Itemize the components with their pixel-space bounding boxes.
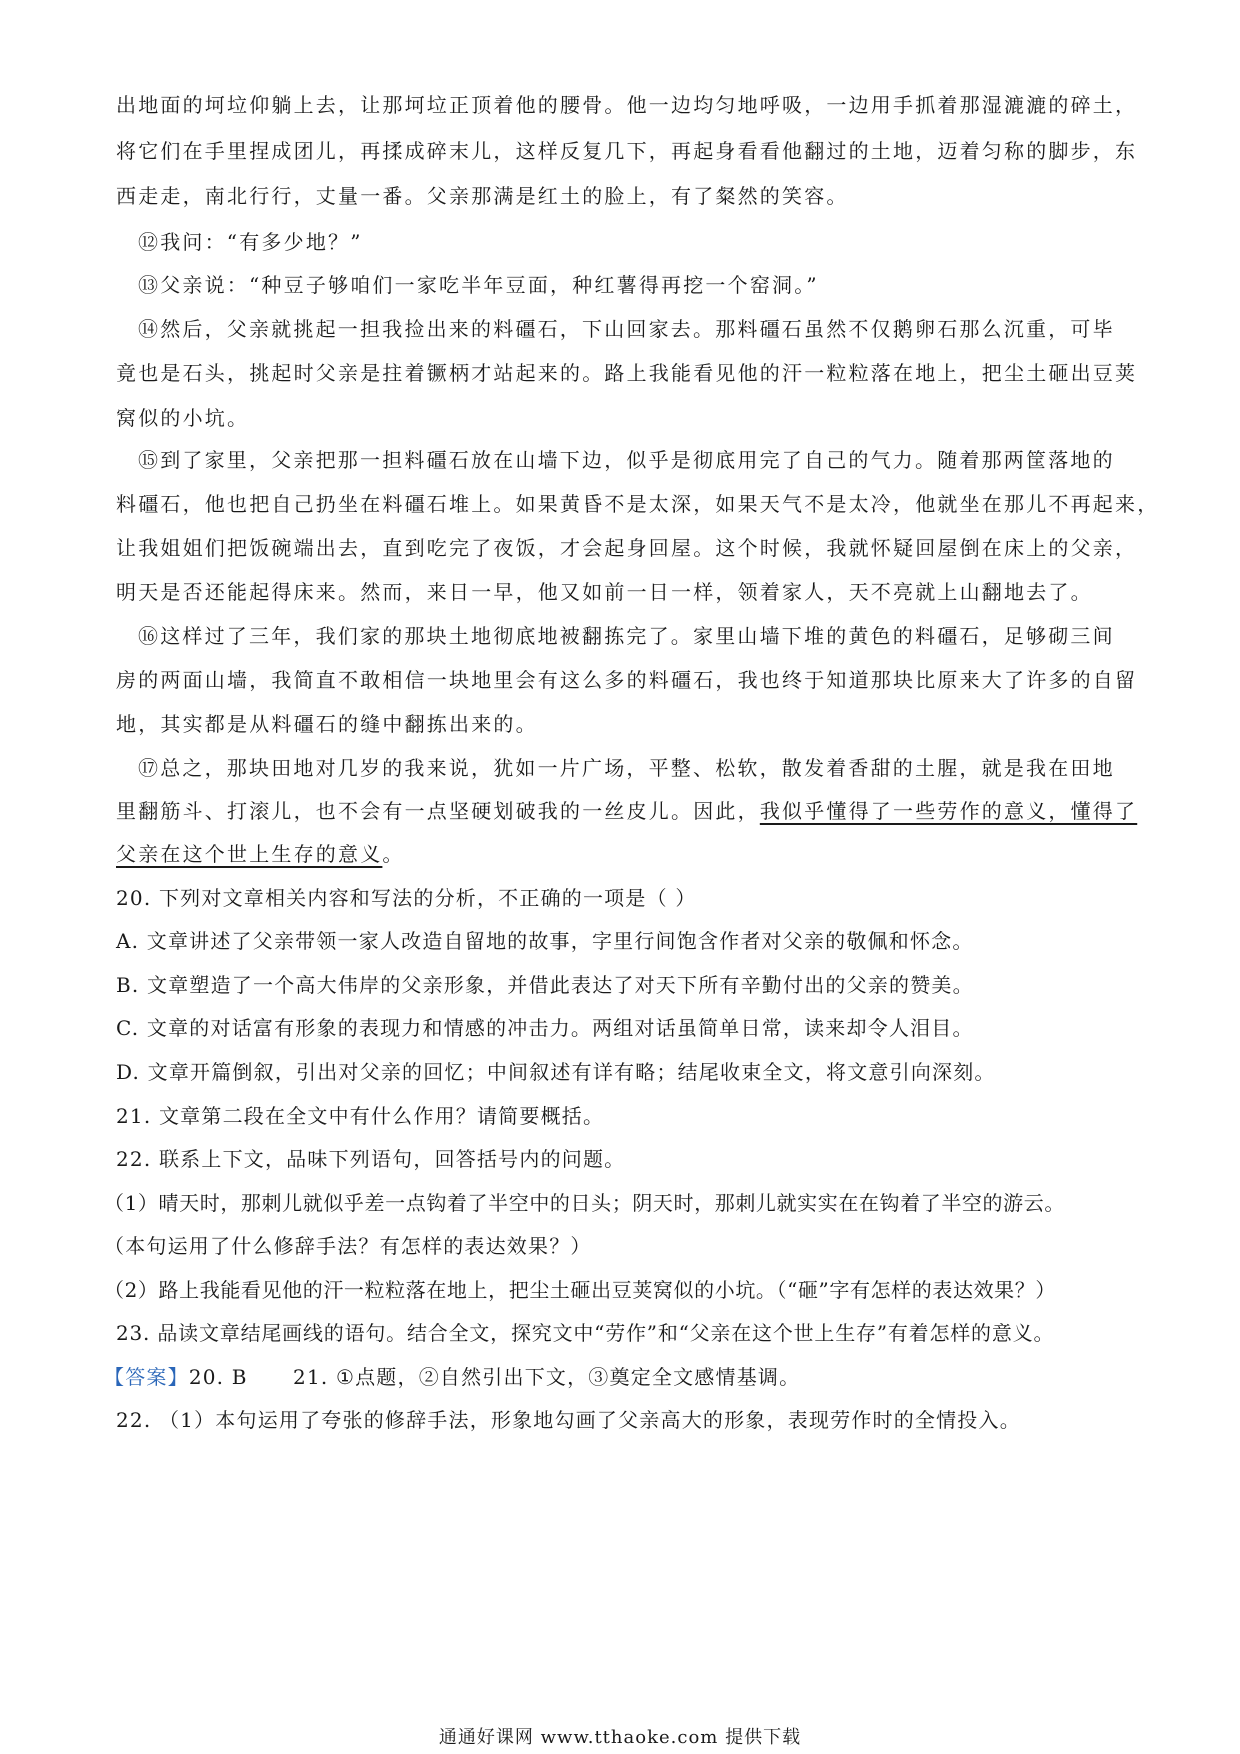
underlined-sentence-part1: 我似乎懂得了一些劳作的意义，懂得了 bbox=[759, 799, 1138, 823]
question-22-part2: （2）路上我能看见他的汗一粒粒落在地上，把尘土砸出豆荚窝似的小坑。（“砸”字有怎样的表达效果？） bbox=[104, 1278, 1056, 1302]
answer-text: 20. B 21. ①点题，②自然引出下文，③奠定全文感情基调。 bbox=[188, 1365, 801, 1389]
question-22: 22. 联系上下文，品味下列语句，回答括号内的问题。 bbox=[116, 1147, 626, 1171]
passage-p16-line2: 房的两面山墙，我简直不敢相信一块地里会有这么多的料礓石，我也终于知道那块比原来大了许多的自留 bbox=[116, 668, 1138, 692]
passage-p16-line1: ⑯这样过了三年，我们家的那块土地彻底地被翻拣完了。家里山墙下堆的黄色的料礓石，足够砌三间 bbox=[138, 624, 1115, 648]
question-22-part1-prompt: （本句运用了什么修辞手法？有怎样的表达效果？） bbox=[104, 1234, 592, 1258]
answer-line2: 22. （1）本句运用了夸张的修辞手法，形象地勾画了父亲高大的形象，表现劳作时的全情投入。 bbox=[116, 1408, 1021, 1432]
passage-p14-line1: ⑭然后，父亲就挑起一担我捡出来的料礓石，下山回家去。那料礓石虽然不仅鹅卵石那么沉重，可毕 bbox=[138, 317, 1115, 341]
question-20-option-a: A. 文章讲述了父亲带领一家人改造自留地的故事，字里行间饱含作者对父亲的敬佩和怀念。 bbox=[116, 929, 974, 953]
passage-p11-line3: 西走走，南北行行，丈量一番。父亲那满是红土的脸上，有了粲然的笑容。 bbox=[116, 184, 849, 208]
passage-p15-line4: 明天是否还能起得床来。然而，来日一早，他又如前一日一样，领着家人，天不亮就上山翻地去了。 bbox=[116, 580, 1093, 604]
question-22-part1: （1）晴天时，那刺儿就似乎差一点钩着了半空中的日头；阴天时，那刺儿就实实在在钩着了半空的游云。 bbox=[104, 1191, 1065, 1215]
page-footer: 通通好课网 www.tthaoke.com 提供下载 bbox=[438, 1727, 802, 1748]
question-23: 23. 品读文章结尾画线的语句。结合全文，探究文中“劳作”和“父亲在这个世上生存”有着怎样的意义。 bbox=[116, 1321, 1055, 1345]
passage-p15-line1: ⑮到了家里，父亲把那一担料礓石放在山墙下边，似乎是彻底用完了自己的气力。随着那两筐落地的 bbox=[138, 448, 1115, 472]
passage-p14-line2: 竟也是石头，挑起时父亲是拄着镢柄才站起来的。路上我能看见他的汗一粒粒落在地上，把尘土砸出豆荚 bbox=[116, 361, 1138, 385]
passage-p12: ⑫我问：“有多少地？” bbox=[138, 230, 363, 254]
passage-p14-line3: 窝似的小坑。 bbox=[116, 406, 250, 430]
question-20-option-b: B. 文章塑造了一个高大伟岸的父亲形象，并借此表达了对天下所有辛勤付出的父亲的赞美。 bbox=[116, 973, 974, 997]
question-21: 21. 文章第二段在全文中有什么作用？请简要概括。 bbox=[116, 1104, 605, 1128]
answer-line1 bbox=[104, 1363, 1114, 1391]
underlined-sentence-part2: 父亲在这个世上生存的意义 bbox=[116, 842, 383, 866]
passage-p16-line3: 地，其实都是从料礓石的缝中翻拣出来的。 bbox=[116, 712, 538, 736]
question-20: 20. 下列对文章相关内容和写法的分析，不正确的一项是（ ） bbox=[116, 886, 697, 910]
passage-p13: ⑬父亲说：“种豆子够咱们一家吃半年豆面，种红薯得再挖一个窑洞。” bbox=[138, 273, 819, 297]
question-20-option-d: D. 文章开篇倒叙，引出对父亲的回忆；中间叙述有详有略；结尾收束全文，将文意引向深刻。 bbox=[116, 1060, 996, 1084]
passage-p15-line3: 让我姐姐们把饭碗端出去，直到吃完了夜饭，才会起身回屋。这个时候，我就怀疑回屋倒在床上的父亲， bbox=[116, 536, 1138, 560]
passage-p11-line1: 出地面的坷垃仰躺上去，让那坷垃正顶着他的腰骨。他一边均匀地呼吸，一边用手抓着那湿漉漉的碎土， bbox=[116, 93, 1138, 117]
passage-p11-line2: 将它们在手里捏成团儿，再揉成碎末儿，这样反复几下，再起身看看他翻过的土地，迈着匀称的脚步，东 bbox=[116, 139, 1138, 163]
passage-p17-line1: ⑰总之，那块田地对几岁的我来说，犹如一片广场，平整、松软，散发着香甜的土腥，就是我在田地 bbox=[138, 756, 1115, 780]
question-20-option-c: C. 文章的对话富有形象的表现力和情感的冲击力。两组对话虽简单日常，读来却令人泪目。 bbox=[116, 1016, 974, 1040]
passage-p17-line3-tail: 。 bbox=[382, 842, 405, 866]
passage-p17-line3 bbox=[116, 840, 1126, 868]
answer-tag: 【答案】 bbox=[104, 1365, 189, 1389]
passage-p15-line2: 料礓石，他也把自己扔坐在料礓石堆上。如果黄昏不是太深，如果天气不是太冷，他就坐在那儿不再起来， bbox=[116, 492, 1160, 516]
passage-p17-line2-plain: 里翻筋斗、打滚儿，也不会有一点坚硬划破我的一丝皮儿。因此， bbox=[116, 799, 760, 823]
passage-p17-line2 bbox=[116, 797, 1138, 825]
